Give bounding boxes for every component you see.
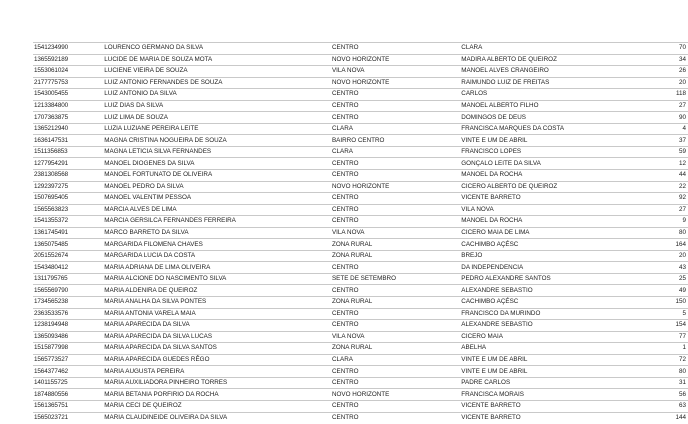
neighborhood-cell: NOVO HORIZONTE bbox=[331, 54, 460, 66]
table-row bbox=[33, 227, 688, 239]
table-row bbox=[33, 262, 688, 274]
table-row bbox=[33, 43, 688, 55]
number-cell: 150 bbox=[667, 297, 688, 309]
table-row bbox=[33, 343, 688, 355]
neighborhood-cell: ZONA RURAL bbox=[331, 297, 460, 309]
street-cell: ALEXANDRE SEBASTIO bbox=[460, 320, 667, 332]
number-cell: 20 bbox=[667, 77, 688, 89]
id-cell: 1365093486 bbox=[33, 331, 103, 343]
street-cell: FRANCISCO LOPES bbox=[460, 146, 667, 158]
neighborhood-cell: CENTRO bbox=[331, 216, 460, 228]
roster-table-body bbox=[33, 43, 688, 424]
id-cell: 1543005455 bbox=[33, 89, 103, 101]
table-row bbox=[33, 216, 688, 228]
street-cell: MADIRA ALBERTO DE QUEIROZ bbox=[460, 54, 667, 66]
number-cell: 164 bbox=[667, 239, 688, 251]
street-cell: CLARA bbox=[460, 43, 667, 55]
number-cell: 31 bbox=[667, 377, 688, 389]
number-cell: 34 bbox=[667, 54, 688, 66]
street-cell: CACHIMBO AÇÉSC bbox=[460, 239, 667, 251]
street-cell: CACHIMBO AÇÉSC bbox=[460, 297, 667, 309]
number-cell: 154 bbox=[667, 320, 688, 332]
neighborhood-cell: ZONA RURAL bbox=[331, 343, 460, 355]
id-cell: 1565023721 bbox=[33, 412, 103, 424]
table-row bbox=[33, 204, 688, 216]
id-cell: 2051552674 bbox=[33, 250, 103, 262]
neighborhood-cell: CENTRO bbox=[331, 170, 460, 182]
table-row bbox=[33, 285, 688, 297]
number-cell: 22 bbox=[667, 181, 688, 193]
name-cell: MANOEL FORTUNATO DE OLIVEIRA bbox=[103, 170, 331, 182]
neighborhood-cell: CLARA bbox=[331, 354, 460, 366]
neighborhood-cell: CENTRO bbox=[331, 43, 460, 55]
number-cell: 25 bbox=[667, 273, 688, 285]
number-cell: 118 bbox=[667, 89, 688, 101]
neighborhood-cell: CENTRO bbox=[331, 89, 460, 101]
neighborhood-cell: BAIRRO CENTRO bbox=[331, 135, 460, 147]
neighborhood-cell: SETE DE SETEMBRO bbox=[331, 273, 460, 285]
number-cell: 49 bbox=[667, 285, 688, 297]
neighborhood-cell: CLARA bbox=[331, 123, 460, 135]
table-row bbox=[33, 366, 688, 378]
name-cell: MARIA APARECIDA DA SILVA SANTOS bbox=[103, 343, 331, 355]
table-row bbox=[33, 308, 688, 320]
number-cell: 144 bbox=[667, 412, 688, 424]
roster-table bbox=[33, 42, 688, 424]
table-row bbox=[33, 400, 688, 412]
table-row bbox=[33, 112, 688, 124]
street-cell: FRANCISCA MARQUES DA COSTA bbox=[460, 123, 667, 135]
id-cell: 2381308568 bbox=[33, 170, 103, 182]
name-cell: MARIA CECI DE QUEIROZ bbox=[103, 400, 331, 412]
id-cell: 1238194948 bbox=[33, 320, 103, 332]
number-cell: 77 bbox=[667, 331, 688, 343]
table-row bbox=[33, 273, 688, 285]
number-cell: 80 bbox=[667, 227, 688, 239]
neighborhood-cell: CENTRO bbox=[331, 400, 460, 412]
name-cell: MARGARIDA FILOMENA CHAVES bbox=[103, 239, 331, 251]
name-cell: MARIA ADRIANA DE LIMA OLIVEIRA bbox=[103, 262, 331, 274]
table-row bbox=[33, 89, 688, 101]
name-cell: LUIZ ANTONIO FERNANDES DE SOUZA bbox=[103, 77, 331, 89]
street-cell: ALEXANDRE SEBASTIO bbox=[460, 285, 667, 297]
number-cell: 90 bbox=[667, 112, 688, 124]
number-cell: 63 bbox=[667, 400, 688, 412]
street-cell: VINTE E UM DE ABRIL bbox=[460, 354, 667, 366]
neighborhood-cell: CLARA bbox=[331, 146, 460, 158]
number-cell: 9 bbox=[667, 216, 688, 228]
name-cell: MANOEL PEDRO DA SILVA bbox=[103, 181, 331, 193]
neighborhood-cell: CENTRO bbox=[331, 262, 460, 274]
id-cell: 1564377462 bbox=[33, 366, 103, 378]
number-cell: 5 bbox=[667, 308, 688, 320]
table-row bbox=[33, 100, 688, 112]
street-cell: CICERO ALBERTO DE QUEIROZ bbox=[460, 181, 667, 193]
street-cell: MANOEL DA ROCHA bbox=[460, 170, 667, 182]
neighborhood-cell: CENTRO bbox=[331, 204, 460, 216]
id-cell: 1515877998 bbox=[33, 343, 103, 355]
neighborhood-cell: CENTRO bbox=[331, 412, 460, 424]
name-cell: MARIA ANTONIA VARELA MAIA bbox=[103, 308, 331, 320]
neighborhood-cell: CENTRO bbox=[331, 285, 460, 297]
name-cell: MARIA AUXILIADORA PINHEIRO TORRES bbox=[103, 377, 331, 389]
street-cell: FRANCISCO DA MURINDO bbox=[460, 308, 667, 320]
name-cell: MARIA BETANIA PORFIRIO DA ROCHA bbox=[103, 389, 331, 401]
neighborhood-cell: NOVO HORIZONTE bbox=[331, 389, 460, 401]
number-cell: 43 bbox=[667, 262, 688, 274]
number-cell: 27 bbox=[667, 100, 688, 112]
street-cell: VICENTE BARRETO bbox=[460, 193, 667, 205]
name-cell: MARIA ALDENIRA DE QUEIROZ bbox=[103, 285, 331, 297]
neighborhood-cell: VILA NOVA bbox=[331, 331, 460, 343]
name-cell: LUIZ ANTONIO DA SILVA bbox=[103, 89, 331, 101]
table-row bbox=[33, 54, 688, 66]
street-cell: VILA NOVA bbox=[460, 204, 667, 216]
neighborhood-cell: CENTRO bbox=[331, 158, 460, 170]
name-cell: LUCIDE DE MARIA DE SOUZA MOTA bbox=[103, 54, 331, 66]
table-row bbox=[33, 77, 688, 89]
table-row bbox=[33, 181, 688, 193]
number-cell: 70 bbox=[667, 43, 688, 55]
street-cell: ABELHA bbox=[460, 343, 667, 355]
table-row bbox=[33, 389, 688, 401]
neighborhood-cell: CENTRO bbox=[331, 366, 460, 378]
street-cell: DA INDEPENDENCIA bbox=[460, 262, 667, 274]
neighborhood-cell: ZONA RURAL bbox=[331, 239, 460, 251]
name-cell: MAGNA CRISTINA NOGUEIRA DE SOUZA bbox=[103, 135, 331, 147]
street-cell: VICENTE BARRETO bbox=[460, 412, 667, 424]
street-cell: CICERO MAIA DE LIMA bbox=[460, 227, 667, 239]
street-cell: VICENTE BARRETO bbox=[460, 400, 667, 412]
id-cell: 1365212940 bbox=[33, 123, 103, 135]
street-cell: VINTE E UM DE ABRIL bbox=[460, 135, 667, 147]
neighborhood-cell: NOVO HORIZONTE bbox=[331, 181, 460, 193]
number-cell: 27 bbox=[667, 204, 688, 216]
neighborhood-cell: ZONA RURAL bbox=[331, 250, 460, 262]
street-cell: BREJO bbox=[460, 250, 667, 262]
street-cell: CARLOS bbox=[460, 89, 667, 101]
street-cell: CICERO MAIA bbox=[460, 331, 667, 343]
name-cell: MARCIA ALVES DE LIMA bbox=[103, 204, 331, 216]
name-cell: MARCO BARRETO DA SILVA bbox=[103, 227, 331, 239]
neighborhood-cell: VILA NOVA bbox=[331, 227, 460, 239]
name-cell: LUIZ LIMA DE SOUZA bbox=[103, 112, 331, 124]
name-cell: MANOEL VALENTIM PESSOA bbox=[103, 193, 331, 205]
name-cell: MARIA APARECIDA DA SILVA bbox=[103, 320, 331, 332]
street-cell: FRANCISCA MORAIS bbox=[460, 389, 667, 401]
table-row bbox=[33, 297, 688, 309]
table-row bbox=[33, 320, 688, 332]
neighborhood-cell: CENTRO bbox=[331, 100, 460, 112]
name-cell: MARGARIDA LUCIA DA COSTA bbox=[103, 250, 331, 262]
id-cell: 1365075485 bbox=[33, 239, 103, 251]
street-cell: MANOEL ALBERTO FILHO bbox=[460, 100, 667, 112]
id-cell: 1561365751 bbox=[33, 400, 103, 412]
table-row bbox=[33, 377, 688, 389]
number-cell: 4 bbox=[667, 123, 688, 135]
id-cell: 1511356853 bbox=[33, 146, 103, 158]
neighborhood-cell: CENTRO bbox=[331, 193, 460, 205]
name-cell: MARIA CLAUDINEIDE OLIVEIRA DA SILVA bbox=[103, 412, 331, 424]
id-cell: 1543480412 bbox=[33, 262, 103, 274]
neighborhood-cell: CENTRO bbox=[331, 112, 460, 124]
id-cell: 1213384800 bbox=[33, 100, 103, 112]
id-cell: 1565563823 bbox=[33, 204, 103, 216]
number-cell: 72 bbox=[667, 354, 688, 366]
neighborhood-cell: CENTRO bbox=[331, 308, 460, 320]
table-row bbox=[33, 123, 688, 135]
name-cell: MARCIA GERSILCA FERNANDES FERREIRA bbox=[103, 216, 331, 228]
id-cell: 1541355372 bbox=[33, 216, 103, 228]
id-cell: 1541234990 bbox=[33, 43, 103, 55]
table-row bbox=[33, 239, 688, 251]
table-row bbox=[33, 170, 688, 182]
table-row bbox=[33, 146, 688, 158]
table-row bbox=[33, 354, 688, 366]
name-cell: MAGNA LETICIA SILVA FERNANDES bbox=[103, 146, 331, 158]
table-row bbox=[33, 250, 688, 262]
street-cell: GONÇALO LEITE DA SILVA bbox=[460, 158, 667, 170]
number-cell: 80 bbox=[667, 366, 688, 378]
id-cell: 1361745491 bbox=[33, 227, 103, 239]
id-cell: 2177775753 bbox=[33, 77, 103, 89]
number-cell: 37 bbox=[667, 135, 688, 147]
name-cell: MARIA APARECIDA DA SILVA LUCAS bbox=[103, 331, 331, 343]
neighborhood-cell: CENTRO bbox=[331, 377, 460, 389]
street-cell: PADRE CARLOS bbox=[460, 377, 667, 389]
street-cell: DOMINGOS DE DEUS bbox=[460, 112, 667, 124]
number-cell: 92 bbox=[667, 193, 688, 205]
table-row bbox=[33, 66, 688, 78]
street-cell: VINTE E UM DE ABRIL bbox=[460, 366, 667, 378]
name-cell: LUCIENE VIEIRA DE SOUZA bbox=[103, 66, 331, 78]
number-cell: 12 bbox=[667, 158, 688, 170]
name-cell: MARIA ANALHA DA SILVA PONTES bbox=[103, 297, 331, 309]
id-cell: 1311795765 bbox=[33, 273, 103, 285]
name-cell: LUZIA LUZIANE PEREIRA LEITE bbox=[103, 123, 331, 135]
table-row bbox=[33, 158, 688, 170]
id-cell: 1734565238 bbox=[33, 297, 103, 309]
id-cell: 1636147531 bbox=[33, 135, 103, 147]
number-cell: 26 bbox=[667, 66, 688, 78]
number-cell: 59 bbox=[667, 146, 688, 158]
name-cell: MANOEL DIOGENES DA SILVA bbox=[103, 158, 331, 170]
number-cell: 44 bbox=[667, 170, 688, 182]
name-cell: MARIA AUGUSTA PEREIRA bbox=[103, 366, 331, 378]
id-cell: 1507695405 bbox=[33, 193, 103, 205]
id-cell: 1553061024 bbox=[33, 66, 103, 78]
name-cell: LOURENCO GERMANO DA SILVA bbox=[103, 43, 331, 55]
table-row bbox=[33, 193, 688, 205]
number-cell: 56 bbox=[667, 389, 688, 401]
name-cell: LUIZ DIAS DA SILVA bbox=[103, 100, 331, 112]
id-cell: 1707363875 bbox=[33, 112, 103, 124]
street-cell: MANOEL ALVES CRANGEIRO bbox=[460, 66, 667, 78]
id-cell: 1401155725 bbox=[33, 377, 103, 389]
street-cell: MANOEL DA ROCHA bbox=[460, 216, 667, 228]
neighborhood-cell: CENTRO bbox=[331, 320, 460, 332]
street-cell: PEDRO ALEXANDRE SANTOS bbox=[460, 273, 667, 285]
neighborhood-cell: VILA NOVA bbox=[331, 66, 460, 78]
id-cell: 1565569790 bbox=[33, 285, 103, 297]
number-cell: 20 bbox=[667, 250, 688, 262]
name-cell: MARIA APARECIDA GUEDES RÊGO bbox=[103, 354, 331, 366]
table-row bbox=[33, 412, 688, 424]
table-row bbox=[33, 331, 688, 343]
id-cell: 1874880556 bbox=[33, 389, 103, 401]
id-cell: 1565773527 bbox=[33, 354, 103, 366]
number-cell: 1 bbox=[667, 343, 688, 355]
name-cell: MARIA ALCIONE DO NASCIMENTO SILVA bbox=[103, 273, 331, 285]
street-cell: RAIMUNDO LUIZ DE FREITAS bbox=[460, 77, 667, 89]
id-cell: 1365592189 bbox=[33, 54, 103, 66]
table-row bbox=[33, 135, 688, 147]
id-cell: 1292397275 bbox=[33, 181, 103, 193]
id-cell: 1277954291 bbox=[33, 158, 103, 170]
id-cell: 2363533576 bbox=[33, 308, 103, 320]
neighborhood-cell: NOVO HORIZONTE bbox=[331, 77, 460, 89]
